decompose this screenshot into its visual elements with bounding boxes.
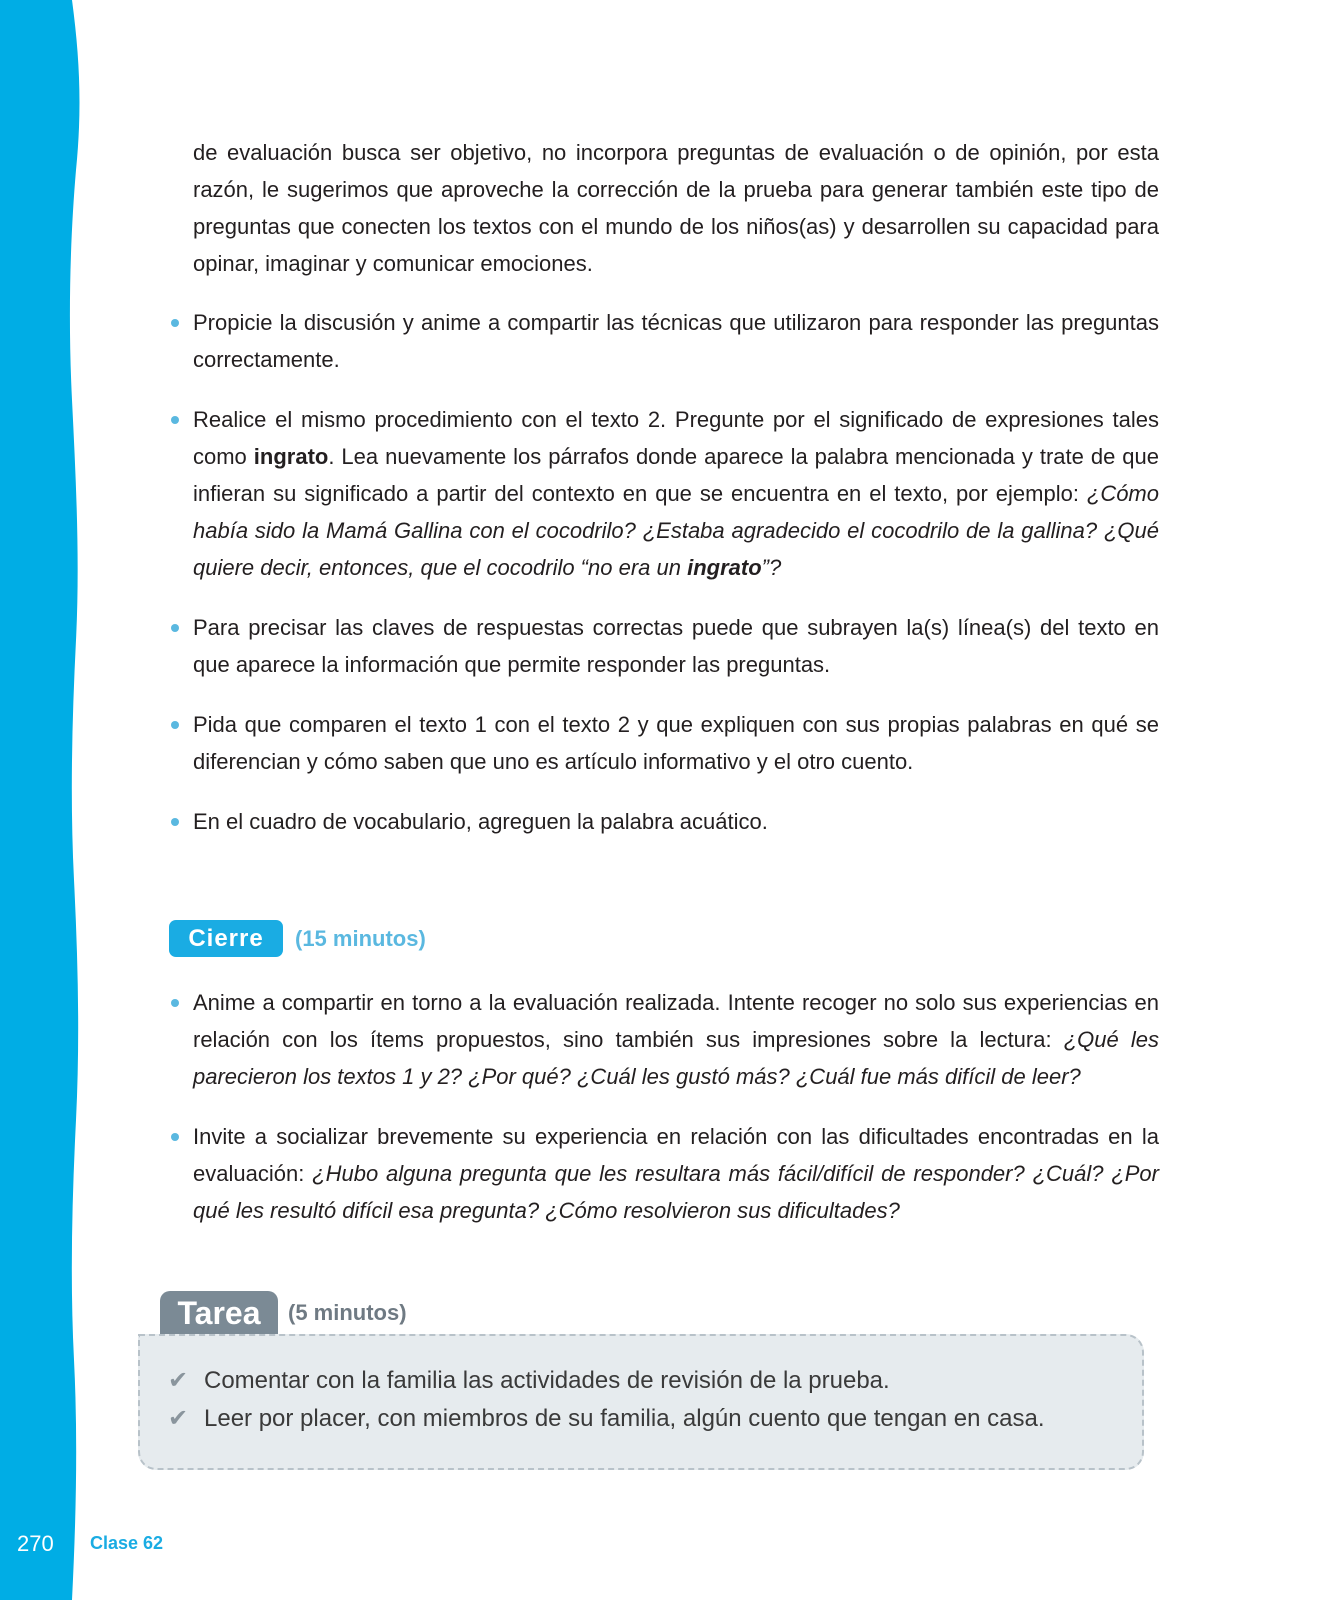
tarea-duration: (5 minutos) xyxy=(288,1300,407,1325)
example-questions: ¿Cómo había sido la Mamá Gallina con el cocodrilo? ¿Estaba agradecido el cocodrilo de la gallina? ¿Qué quiere decir, entonces, que el cocodrilo “no era un ingrato”? xyxy=(193,481,1159,580)
keyword-ingrato: ingrato xyxy=(253,444,329,469)
cierre-bullet-list xyxy=(169,984,1159,1229)
bullet-share-evaluation: Anime a compartir en torno a la evaluación realizada. Intente recoger no solo sus experiencias en relación con los ítems propuestos, sino también sus impresiones sobre la lectura: ¿Qué les parecieron los textos 1 y 2? ¿Por qué? ¿Cuál les gustó más? ¿Cuál fue más difícil de leer? xyxy=(169,984,1159,1095)
cierre-section xyxy=(169,970,1159,1229)
bullet-compare-texts: Pida que comparen el texto 1 con el texto 2 y que expliquen con sus propias palabras en qué se diferencian y cómo saben que uno es artículo informativo y el otro cuento. xyxy=(169,706,1159,780)
bullet-underline-answers: Para precisar las claves de respuestas correctas puede que subrayen la(s) línea(s) del texto en que aparece la información que permite responder las preguntas. xyxy=(169,609,1159,683)
bullet-discussion: Propicie la discusión y anime a compartir las técnicas que utilizaron para responder las preguntas correctamente. xyxy=(169,304,1159,378)
checkmark-icon: ✔ xyxy=(168,1367,189,1394)
bullet-socialize-difficulties: Invite a socializar brevemente su experiencia en relación con las dificultades encontradas en la evaluación: ¿Hubo alguna pregunta que les resultara más fácil/difícil de responder? ¿Cuál? ¿Por qué les resultó difícil esa pregunta? ¿Cómo resolvieron sus dificultades? xyxy=(169,1118,1159,1229)
tarea-label: Tarea xyxy=(160,1291,278,1336)
bullet-vocabulary: En el cuadro de vocabulario, agreguen la palabra acuático. xyxy=(169,803,1159,840)
cierre-duration: (15 minutos) xyxy=(295,925,426,951)
tarea-item: ✔ Comentar con la familia las actividades de revisión de la prueba. xyxy=(168,1362,1142,1400)
bullet-text-2-procedure: Realice el mismo procedimiento con el texto 2. Pregunte por el significado de expresiones tales como ingrato. Lea nuevamente los párrafos donde aparece la palabra mencionada y trate de que infieran su significado a partir del contexto en que se encuentra en el texto, por ejemplo: ¿Cómo había sido la Mamá Gallina con el cocodrilo? ¿Estaba agradecido el cocodrilo de la gallina? ¿Qué quiere decir, entonces, que el cocodrilo “no era un ingrato”? xyxy=(169,401,1159,586)
tarea-box xyxy=(138,1334,1144,1470)
page-number: 270 xyxy=(17,1531,54,1556)
tarea-item: ✔ Leer por placer, con miembros de su familia, algún cuento que tengan en casa. xyxy=(168,1400,1142,1438)
clase-label: Clase 62 xyxy=(90,1533,164,1553)
checkmark-icon: ✔ xyxy=(168,1405,189,1432)
cierre-label: Cierre xyxy=(169,920,283,957)
side-color-band xyxy=(0,0,90,1600)
development-section xyxy=(169,134,1159,840)
development-bullet-list xyxy=(169,304,1159,840)
cierre-header xyxy=(169,920,426,957)
intro-paragraph: de evaluación busca ser objetivo, no incorpora preguntas de evaluación o de opinión, por esta razón, le sugerimos que aproveche la corrección de la prueba para generar también este tipo de preguntas que conecten los textos con el mundo de los niños(as) y desarrollen su capacidad para opinar, imaginar y comunicar emociones. xyxy=(193,140,1159,276)
